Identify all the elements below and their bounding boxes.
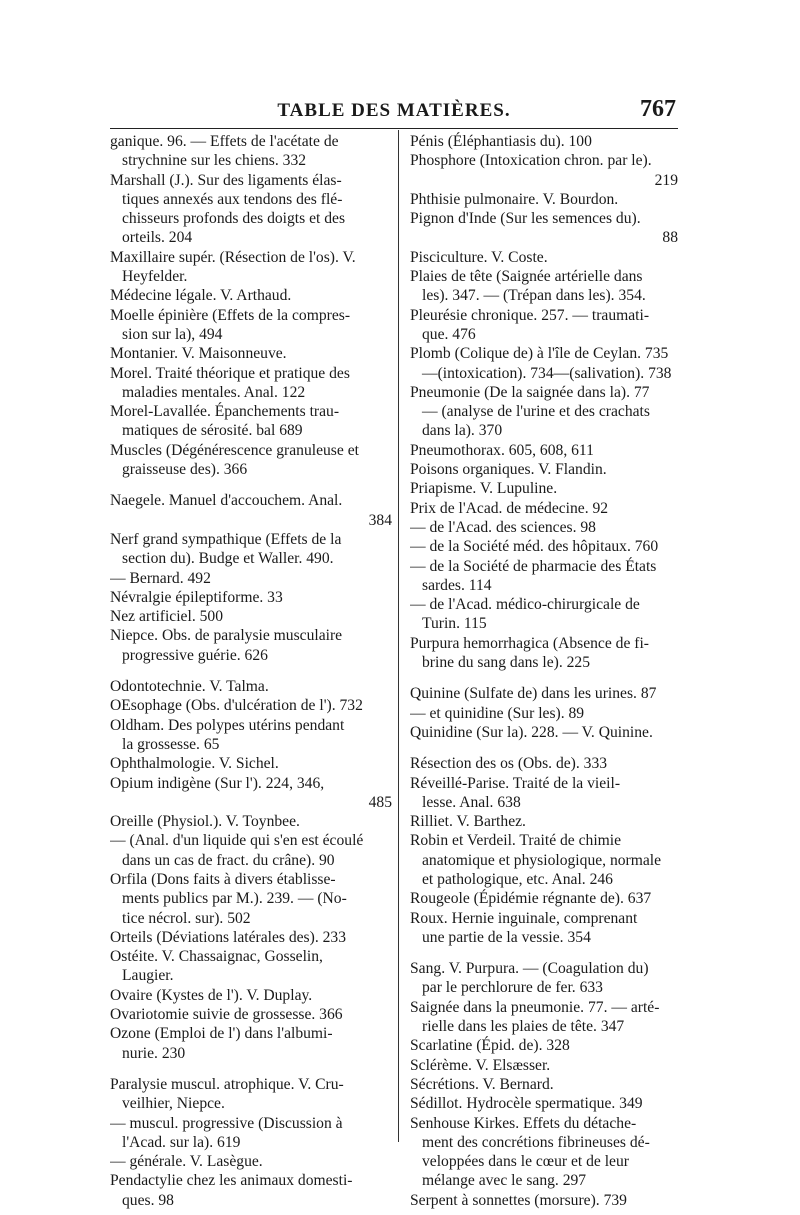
index-entry [110,588,392,607]
section-gap [410,742,678,754]
index-entry [110,344,392,363]
index-entry [410,132,678,151]
index-entry [410,1114,678,1191]
index-entry [110,1114,392,1153]
index-entry-line: —(intoxication). 734—(salivation). 738 [422,364,672,382]
index-entry-line: 384 [368,511,392,529]
index-entry [110,928,392,947]
index-entry-line: Orteils (Déviations latérales des). 233 [110,928,347,946]
index-entry-line: Phthisie pulmonaire. V. Bourdon. [410,190,619,208]
index-entry [410,460,678,479]
index-entry [410,190,678,209]
index-entry-line: Ostéite. V. Chassaignac, Gosselin, [110,948,323,966]
index-entry-line: ganique. 96. — Effets de l'acétate de [110,133,339,150]
index-entry [410,151,678,190]
index-entry-line: tiques annexés aux tendons des flé- [122,190,343,208]
header-rule [110,128,678,129]
index-entry-line: Phosphore (Intoxication chron. par le). [410,152,652,170]
index-entry-line: progressive guérie. 626 [122,646,268,664]
index-entry [410,704,678,723]
index-entry-line: — de l'Acad. médico-chirurgicale de [410,596,640,614]
index-entry-line: ment des concrétions fibrineuses dé- [422,1133,650,1151]
index-entry-line: que. 476 [422,325,476,343]
index-entry-line: Pneumothorax. 605, 608, 611 [410,441,594,459]
index-entry-line: Purpura hemorrhagica (Absence de fi- [410,634,650,652]
index-entry [410,344,678,383]
index-entry [410,209,678,248]
index-entry [410,754,678,773]
index-entry-line: Oldham. Des polypes utérins pendant [110,716,345,734]
index-entry-line: — (Anal. d'un liquide qui s'en est écoulé [110,832,364,850]
index-entry-line: brine du sang dans le). 225 [422,654,591,672]
index-entry-line: — Bernard. 492 [110,569,211,587]
index-entry-line: Sécrétions. V. Bernard. [410,1075,554,1093]
section-gap [410,947,678,959]
index-entry [110,569,392,588]
index-entry-line: Pneumonie (De la saignée dans la). 77 [410,383,650,401]
index-entry-line: Roux. Hernie inguinale, comprenant [410,909,638,927]
column-divider [398,130,399,1142]
index-entry [110,402,392,441]
index-entry [410,723,678,742]
index-entry [410,518,678,537]
index-entry [110,1075,392,1114]
index-entry [410,959,678,998]
index-entry-line: ques. 98 [122,1191,174,1209]
index-entry-line: veloppées dans le cœur et de leur [422,1153,629,1171]
index-entry-line: Odontotechnie. V. Talma. [110,678,269,696]
index-entry [410,499,678,518]
index-entry-line: Pleurésie chronique. 257. — traumati- [410,306,650,324]
index-entry [110,286,392,305]
index-entry-line: Réveillé-Parise. Traité de la vieil- [410,774,621,792]
index-entry [110,248,392,287]
index-entry [110,306,392,345]
index-entry-line: Laugier. [122,967,174,985]
section-gap [410,672,678,684]
index-entry [110,1152,392,1171]
index-entry-line: strychnine sur les chiens. 332 [122,152,307,170]
index-entry-line: Nez artificiel. 500 [110,608,224,626]
index-entry [410,909,678,948]
index-entry-line: Opium indigène (Sur l'). 224, 346, [110,774,325,792]
index-entry-line: Robin et Verdeil. Traité de chimie [410,832,622,850]
index-entry-line: Morel. Traité théorique et pratique des [110,364,350,382]
index-entry-line: veilhier, Niepce. [122,1095,225,1113]
index-entry-line: mélange avec le sang. 297 [422,1172,587,1190]
index-entry [110,696,392,715]
index-entry-line: Paralysie muscul. atrophique. V. Cru- [110,1075,344,1093]
index-entry-line: Oreille (Physiol.). V. Toynbee. [110,813,300,831]
index-entry [110,530,392,569]
index-entry [410,1075,678,1094]
index-entry-line: dans un cas de fract. du crâne). 90 [122,851,335,869]
index-entry-line: Sclérème. V. Elsæsser. [410,1056,551,1074]
index-entry-line: dans la). 370 [422,422,503,440]
index-entry [410,684,678,703]
index-entry-line: — (analyse de l'urine et des crachats [422,403,650,421]
index-entry [410,774,678,813]
index-entry [410,1036,678,1055]
index-entry [410,441,678,460]
index-entry-line: Ovaire (Kystes de l'). V. Duplay. [110,986,313,1004]
section-gap [110,479,392,491]
index-entry [110,626,392,665]
index-entry-line: section du). Budge et Waller. 490. [122,550,334,568]
index-entry-line: sion sur la), 494 [122,325,223,343]
index-entry [110,812,392,831]
index-entry-line: Névralgie épileptiforme. 33 [110,588,283,606]
index-entry [110,754,392,773]
page-header [112,96,676,128]
index-entry [410,1056,678,1075]
index-entry-line: les). 347. — (Trépan dans les). 354. [422,287,646,305]
index-entry [410,1191,678,1210]
index-entry-line: Montanier. V. Maisonneuve. [110,345,287,363]
index-entry [410,889,678,908]
index-entry-line: une partie de la vessie. 354 [422,928,591,946]
index-entry [110,1171,392,1210]
index-entry-line: la grossesse. 65 [122,735,220,753]
index-entry [110,607,392,626]
running-title: TABLE DES MATIÈRES. [277,100,511,121]
section-gap [110,1063,392,1075]
left-column [110,132,392,1210]
index-entry [410,248,678,267]
index-entry [410,537,678,556]
index-entry-line: Plaies de tête (Saignée artérielle dans [410,268,643,286]
index-entry-line: Résection des os (Obs. de). 333 [410,755,608,773]
index-entry-line: Muscles (Dégénérescence granuleuse et [110,441,359,459]
index-entry [110,1024,392,1063]
index-entry-line: OEsophage (Obs. d'ulcération de l'). 732 [110,697,363,715]
index-entry-line: Morel-Lavallée. Épanchements trau- [110,403,340,421]
index-entry-line: matiques de sérosité. bal 689 [122,422,303,440]
index-entry-line: Naegele. Manuel d'accouchem. Anal. [110,492,343,510]
index-entry [110,831,392,870]
index-entry [110,870,392,928]
index-entry [110,947,392,986]
index-entry-line: Ovariotomie suivie de grossesse. 366 [110,1006,343,1024]
index-entry-line: Ophthalmologie. V. Sichel. [110,755,279,773]
index-entry-line: Sédillot. Hydrocèle spermatique. 349 [410,1095,643,1113]
index-entry [110,132,392,171]
index-entry-line: nurie. 230 [122,1044,186,1062]
index-entry [410,1094,678,1113]
index-entry [110,441,392,480]
index-entry-line: Pignon d'Inde (Sur les semences du). [410,210,641,228]
index-entry [110,171,392,248]
index-entry-line: Nerf grand sympathique (Effets de la [110,530,342,548]
index-entry-line: par le perchlorure de fer. 633 [422,979,603,997]
index-entry-line: 485 [368,793,392,811]
index-entry [410,831,678,889]
index-entry-line: — de l'Acad. des sciences. 98 [410,518,596,536]
index-entry-line: Pisciculture. V. Coste. [410,248,548,266]
index-entry-line: Marshall (J.). Sur des ligaments élas- [110,171,342,189]
index-entry-line: Saignée dans la pneumonie. 77. — arté- [410,998,660,1016]
index-entry [410,812,678,831]
index-entry-line: Sang. V. Purpura. — (Coagulation du) [410,960,649,978]
index-entry-line: graisseuse des). 366 [122,461,248,479]
index-entry-line: anatomique et physiologique, normale [422,851,662,869]
index-entry-line: sardes. 114 [422,576,492,594]
index-entry [410,306,678,345]
index-entry [110,491,392,530]
index-entry-line: tice nécrol. sur). 502 [122,909,251,927]
index-entry [110,716,392,755]
index-entry-line: — et quinidine (Sur les). 89 [410,704,585,722]
index-entry-line: et pathologique, etc. Anal. 246 [422,870,613,888]
index-entry-line: Orfila (Dons faits à divers établisse- [110,870,336,888]
index-entry-line: — muscul. progressive (Discussion à [110,1114,343,1132]
index-entry-line: lesse. Anal. 638 [422,793,521,811]
index-entry-line: Pendactylie chez les animaux domesti- [110,1172,353,1190]
index-entry [410,557,678,596]
index-entry [110,1005,392,1024]
index-entry-line: Maxillaire supér. (Résection de l'os). V. [110,248,356,266]
index-entry-line: — générale. V. Lasègue. [110,1153,263,1171]
index-entry-line: 219 [654,171,678,189]
index-entry-line: Prix de l'Acad. de médecine. 92 [410,499,609,517]
index-entry-line: l'Acad. sur la). 619 [122,1133,241,1151]
index-entry-line: chisseurs profonds des doigts et des [122,210,346,228]
index-entry-line: Rilliet. V. Barthez. [410,813,526,831]
index-entry-line: Moelle épinière (Effets de la compres- [110,306,351,324]
index-entry-line: Quinine (Sulfate de) dans les urines. 87 [410,685,657,703]
index-entry-line: Rougeole (Épidémie régnante de). 637 [410,890,652,908]
index-entry-line: ments publics par M.). 239. — (No- [122,890,347,908]
index-entry-line: Poisons organiques. V. Flandin. [410,461,607,479]
index-entry [410,267,678,306]
index-entry [110,986,392,1005]
index-entry [410,998,678,1037]
index-entry-line: Quinidine (Sur la). 228. — V. Quinine. [410,723,653,741]
index-entry-line: — de la Société méd. des hôpitaux. 760 [410,538,659,556]
index-entry-line: 88 [662,229,678,247]
index-entry-line: Médecine légale. V. Arthaud. [110,287,292,305]
index-entry-line: Serpent à sonnettes (morsure). 739 [410,1191,627,1209]
index-entry-line: Niepce. Obs. de paralysie musculaire [110,627,343,645]
index-entry-line: Pénis (Éléphantiasis du). 100 [410,133,592,150]
right-column [410,132,678,1210]
index-entry-line: maladies mentales. Anal. 122 [122,383,306,401]
index-entry-line: Ozone (Emploi de l') dans l'albumi- [110,1025,333,1043]
index-entry-line: Priapisme. V. Lupuline. [410,480,558,498]
index-entry-line: Plomb (Colique de) à l'île de Ceylan. 735 [410,345,669,363]
index-entry [110,677,392,696]
index-entry [410,479,678,498]
index-entry-line: Scarlatine (Épid. de). 328 [410,1037,570,1055]
section-gap [110,665,392,677]
index-entry [110,774,392,813]
index-entry-line: orteils. 204 [122,229,193,247]
index-entry-line: — de la Société de pharmacie des États [410,557,657,575]
index-entry-line: Turin. 115 [422,615,487,633]
index-entry [410,383,678,441]
index-entry [410,595,678,634]
index-entry [110,364,392,403]
page-number: 767 [640,96,676,122]
index-entry-line: Senhouse Kirkes. Effets du détache- [410,1114,637,1132]
index-entry [410,634,678,673]
index-entry-line: Heyfelder. [122,268,188,286]
index-entry-line: rielle dans les plaies de tête. 347 [422,1018,625,1036]
